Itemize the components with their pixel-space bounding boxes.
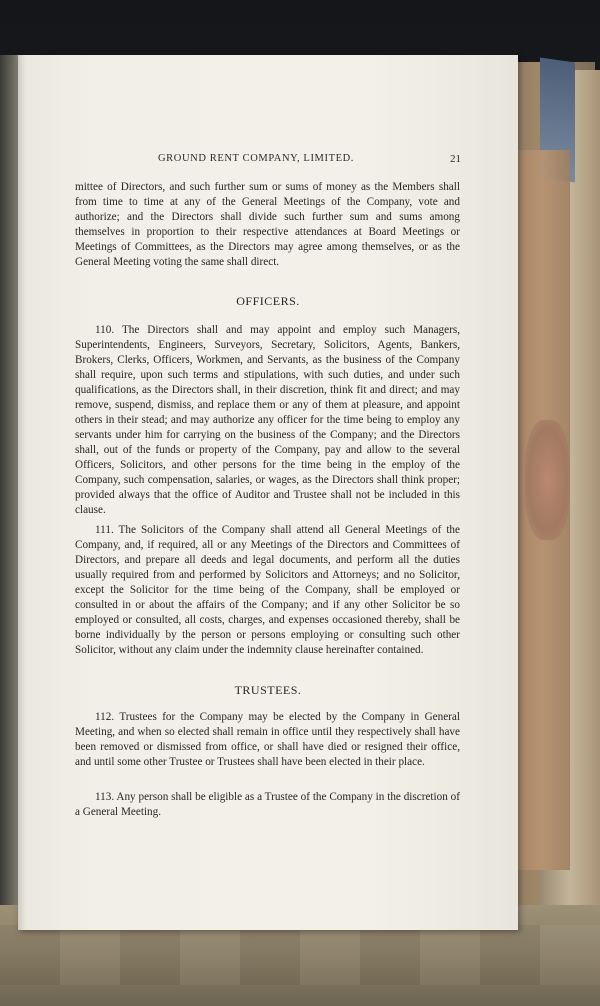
clause-112: 112. Trustees for the Company may be elected by the Company in General Meeting, and when so elected shall remain in office until they respectively shall have been removed or dismissed from office, or shall have died or resigned their office, and until some other Trustee or Trustees shall have been elected in their place.	[75, 711, 460, 768]
underlying-sheet-texture	[0, 925, 600, 985]
running-head: GROUND RENT COMPANY, LIMITED.	[158, 153, 355, 164]
section-heading-officers: OFFICERS.	[236, 294, 300, 308]
map-fragment	[525, 420, 570, 540]
section-heading-trustees: TRUSTEES.	[234, 683, 302, 697]
clause-113: 113. Any person shall be eligible as a Trustee of the Company in the discretion of a General Meeting.	[75, 791, 460, 818]
clause-110: 110. The Directors shall and may appoint and employ such Managers, Superintendents, Engineers, Surveyors, Secretary, Solicitors, Agents, Bankers, Brokers, Clerks, Officers, Workmen, and Servants, as the business of the Company shall require, upon such terms and stipulations, with such duties, and under such qualifications, as the Directors shall, in their discretion, think fit and direct; and may remove, suspend, dismiss, and replace them or any of them at pleasure, and appoint others in their stead; and may authorize any officer for the time being to employ any servants under him for carrying on the business of the Company; and the Directors shall, out of the funds or property of the Company, pay and allow to the several Officers, Solicitors, and other persons for the time being in the employ of the Company, such compensation, salaries, or wages, as the Directors shall think proper; provided always that the office of Auditor and Trustee shall not be included in this clause.	[75, 324, 460, 516]
page-gutter-shadow	[18, 55, 26, 930]
document-page	[18, 55, 518, 930]
page-number: 21	[450, 153, 461, 165]
continuation-paragraph: mittee of Directors, and such further sum or sums of money as the Members shall from time to time at any of the General Meetings of the Company, vote and authorize; and the Directors shall divide such further sum and sums among themselves in proportion to their respective attendances at Board Meetings or Meetings of Committees, as the Directors may agree among themselves, or as the General Meeting voting the same shall direct.	[75, 181, 460, 268]
clause-111: 111. The Solicitors of the Company shall attend all General Meetings of the Company, and, if required, all or any Meetings of the Directors and Committees of Directors, and prepare all deeds and legal documents, and perform all the duties usually required from and performed by Solicitors and Attorneys; and no Solicitor, except the Solicitor for the time being of the Company, shall be employed or consulted in or about the affairs of the Company; and if any other Solicitor be so employed or consulted, all costs, charges, and expenses occasioned thereby, shall be borne individually by the person or persons employing or consulting such other Solicitor, without any claim under the indemnity clause hereinafter contained.	[75, 524, 460, 656]
